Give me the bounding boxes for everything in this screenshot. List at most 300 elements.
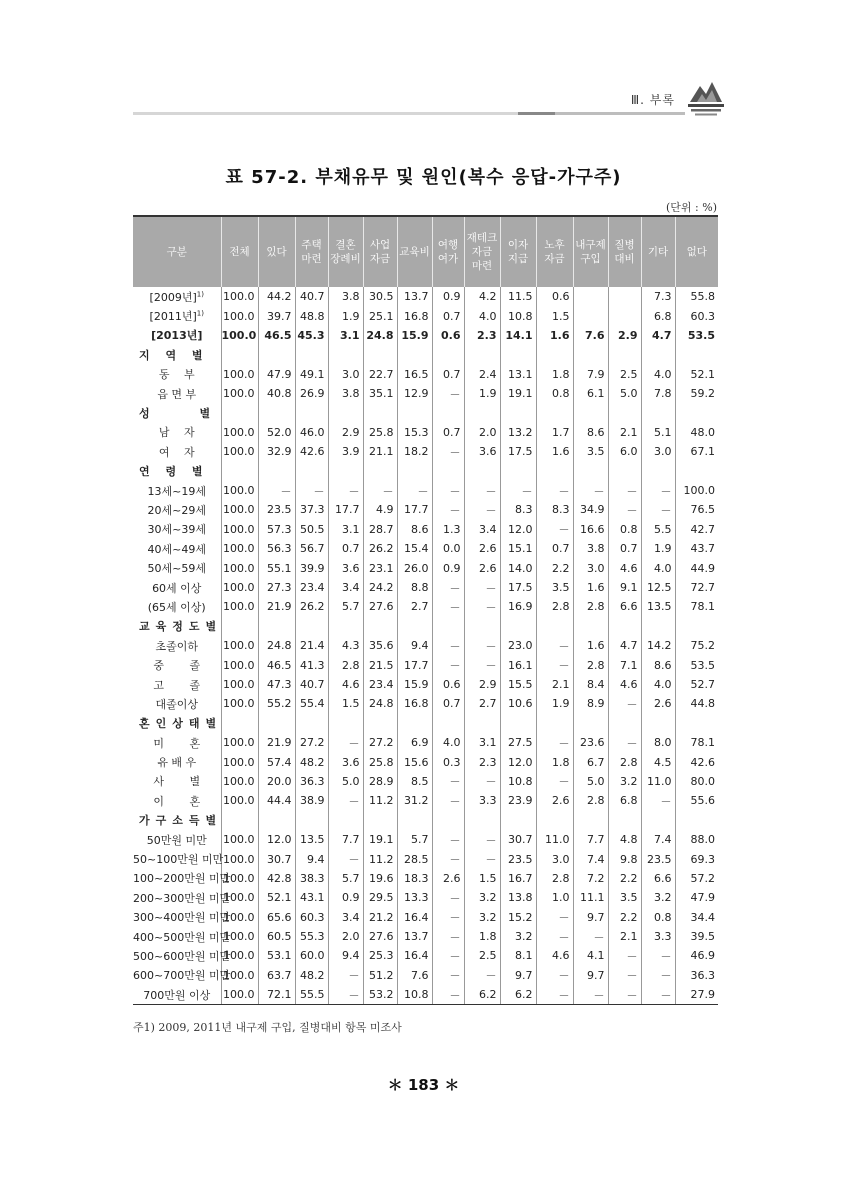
- cell-c6: 31.2: [397, 791, 432, 810]
- cell-c7: －: [432, 442, 464, 461]
- cell-c8: 3.2: [464, 888, 500, 907]
- row-label: 미 혼: [153, 736, 201, 750]
- cell-c3: 55.5: [295, 985, 328, 1005]
- cell-c14: 48.0: [675, 423, 718, 442]
- cell-c9: 27.5: [500, 733, 536, 752]
- unit-label: (단위 : %): [666, 201, 717, 214]
- cell-c6: 13.3: [397, 888, 432, 907]
- cell-c13: 3.0: [641, 442, 675, 461]
- cell-c10: 0.7: [536, 539, 573, 558]
- cell-c11: 7.4: [573, 849, 608, 868]
- cell-c12: 2.9: [608, 326, 641, 345]
- cell-c4: －: [328, 966, 363, 985]
- empty-cell: [608, 345, 641, 364]
- empty-cell: [608, 811, 641, 830]
- cell-c1: 100.0: [221, 423, 258, 442]
- empty-cell: [500, 811, 536, 830]
- cell-c2: 21.9: [258, 597, 295, 616]
- table-row: [133, 287, 718, 306]
- cell-c12: 3.5: [608, 888, 641, 907]
- cell-c12: 4.6: [608, 675, 641, 694]
- empty-cell: [328, 617, 363, 636]
- cell-c14: 39.5: [675, 927, 718, 946]
- cell-c2: 46.5: [258, 326, 295, 345]
- cell-c5: 21.2: [363, 908, 397, 927]
- cell-c7: －: [432, 830, 464, 849]
- cell-c3: 23.4: [295, 578, 328, 597]
- cell-c1: 100.0: [221, 675, 258, 694]
- empty-cell: [675, 617, 718, 636]
- empty-cell: [221, 617, 258, 636]
- cell-c3: 38.9: [295, 791, 328, 810]
- cell-c9: 6.2: [500, 985, 536, 1005]
- cell-c11: 9.7: [573, 966, 608, 985]
- cell-c2: 65.6: [258, 908, 295, 927]
- cell-c8: －: [464, 966, 500, 985]
- cell-c12: 4.6: [608, 558, 641, 577]
- cell-c14: 80.0: [675, 772, 718, 791]
- row-label: 100~200만원 미만: [133, 872, 231, 886]
- cell-c5: 25.8: [363, 752, 397, 771]
- cell-c1: 100.0: [221, 520, 258, 539]
- cell-c2: 27.3: [258, 578, 295, 597]
- cell-c14: 55.6: [675, 791, 718, 810]
- empty-cell: [500, 345, 536, 364]
- cell-c11: 7.6: [573, 326, 608, 345]
- cell-c13: 5.5: [641, 520, 675, 539]
- cell-c6: 9.4: [397, 636, 432, 655]
- cell-c9: 9.7: [500, 966, 536, 985]
- empty-cell: [500, 714, 536, 733]
- cell-c2: 24.8: [258, 636, 295, 655]
- column-header-c14: 없다: [675, 216, 718, 287]
- empty-cell: [295, 714, 328, 733]
- cell-c1: 100.0: [221, 830, 258, 849]
- cell-c14: 44.8: [675, 694, 718, 713]
- cell-c2: 47.9: [258, 365, 295, 384]
- cell-c9: 16.1: [500, 655, 536, 674]
- empty-cell: [258, 714, 295, 733]
- cell-c10: 1.0: [536, 888, 573, 907]
- section-row: [133, 617, 718, 636]
- cell-c6: 7.6: [397, 966, 432, 985]
- empty-cell: [363, 811, 397, 830]
- empty-cell: [536, 714, 573, 733]
- cell-c4: 5.0: [328, 772, 363, 791]
- table-row: [133, 927, 718, 946]
- cell-c3: 40.7: [295, 287, 328, 306]
- cell-c11: 1.6: [573, 636, 608, 655]
- cell-c6: 18.2: [397, 442, 432, 461]
- cell-c10: 2.8: [536, 597, 573, 616]
- cell-c11: 8.4: [573, 675, 608, 694]
- cell-c10: 0.8: [536, 384, 573, 403]
- empty-cell: [675, 345, 718, 364]
- cell-c2: 21.9: [258, 733, 295, 752]
- cell-c3: 48.8: [295, 306, 328, 325]
- cell-c3: 40.7: [295, 675, 328, 694]
- empty-cell: [573, 462, 608, 481]
- cell-c5: 23.1: [363, 558, 397, 577]
- cell-c2: 12.0: [258, 830, 295, 849]
- cell-c2: 20.0: [258, 772, 295, 791]
- empty-cell: [258, 811, 295, 830]
- row-label: 300~400만원 미만: [133, 911, 231, 925]
- cell-c10: 8.3: [536, 500, 573, 519]
- cell-c14: 53.5: [675, 655, 718, 674]
- cell-c13: －: [641, 500, 675, 519]
- cell-c8: 4.2: [464, 287, 500, 306]
- empty-cell: [397, 462, 432, 481]
- cell-c10: 2.1: [536, 675, 573, 694]
- cell-c9: 15.2: [500, 908, 536, 927]
- cell-c10: 1.6: [536, 442, 573, 461]
- cell-c8: 2.6: [464, 558, 500, 577]
- cell-c4: 7.7: [328, 830, 363, 849]
- cell-c9: 23.5: [500, 849, 536, 868]
- column-header-c2: 있다: [258, 216, 295, 287]
- empty-cell: [363, 403, 397, 422]
- header-rule-right: [555, 112, 685, 115]
- mountain-wave-logo-icon: [688, 80, 724, 120]
- cell-c9: 23.9: [500, 791, 536, 810]
- section-label: 성 별: [139, 407, 217, 421]
- column-header-c7: 여행 여가: [432, 216, 464, 287]
- row-label: 50세~59세: [147, 562, 206, 576]
- cell-c4: 3.4: [328, 578, 363, 597]
- row-label: 700만원 이상: [133, 985, 221, 1005]
- cell-c7: －: [432, 849, 464, 868]
- empty-cell: [608, 403, 641, 422]
- cell-c10: 3.5: [536, 578, 573, 597]
- empty-cell: [397, 403, 432, 422]
- cell-c6: 8.6: [397, 520, 432, 539]
- cell-c3: 39.9: [295, 558, 328, 577]
- cell-c10: －: [536, 636, 573, 655]
- cell-c12: 6.8: [608, 791, 641, 810]
- cell-c10: －: [536, 772, 573, 791]
- cell-c8: －: [464, 772, 500, 791]
- cell-c5: 27.2: [363, 733, 397, 752]
- cell-c3: 60.0: [295, 946, 328, 965]
- cell-c2: 39.7: [258, 306, 295, 325]
- table-row: [133, 423, 718, 442]
- table-row: [133, 636, 718, 655]
- cell-c7: －: [432, 946, 464, 965]
- cell-c12: 2.5: [608, 365, 641, 384]
- cell-c6: 17.7: [397, 655, 432, 674]
- cell-c6: 13.7: [397, 287, 432, 306]
- cell-c3: 43.1: [295, 888, 328, 907]
- table-row: [133, 966, 718, 985]
- cell-c4: 2.8: [328, 655, 363, 674]
- column-header-c1: 전체: [221, 216, 258, 287]
- cell-c5: 28.7: [363, 520, 397, 539]
- cell-c12: 5.0: [608, 384, 641, 403]
- cell-c7: －: [432, 966, 464, 985]
- cell-c11: 5.0: [573, 772, 608, 791]
- cell-c10: 4.6: [536, 946, 573, 965]
- cell-c12: [608, 287, 641, 306]
- empty-cell: [641, 345, 675, 364]
- cell-c1: 100.0: [221, 985, 258, 1005]
- row-label: [2013년]: [151, 329, 203, 343]
- table-row: [133, 655, 718, 674]
- cell-c12: 4.7: [608, 636, 641, 655]
- cell-c11: －: [573, 927, 608, 946]
- empty-cell: [328, 345, 363, 364]
- table-row: [133, 830, 718, 849]
- empty-cell: [675, 462, 718, 481]
- cell-c11: [573, 287, 608, 306]
- cell-c5: 19.1: [363, 830, 397, 849]
- cell-c9: 12.0: [500, 520, 536, 539]
- cell-c9: 12.0: [500, 752, 536, 771]
- column-header-c10: 노후 자금: [536, 216, 573, 287]
- cell-c6: 15.4: [397, 539, 432, 558]
- cell-c11: 2.8: [573, 597, 608, 616]
- cell-c4: 5.7: [328, 869, 363, 888]
- empty-cell: [536, 811, 573, 830]
- cell-c14: 34.4: [675, 908, 718, 927]
- cell-c9: 16.9: [500, 597, 536, 616]
- cell-c6: 28.5: [397, 849, 432, 868]
- cell-c13: 4.7: [641, 326, 675, 345]
- cell-c10: －: [536, 520, 573, 539]
- cell-c1: 100.0: [221, 442, 258, 461]
- table-row: [133, 558, 718, 577]
- cell-c9: 8.3: [500, 500, 536, 519]
- cell-c8: －: [464, 849, 500, 868]
- cell-c14: 75.2: [675, 636, 718, 655]
- cell-c5: 23.4: [363, 675, 397, 694]
- empty-cell: [221, 462, 258, 481]
- cell-c9: 11.5: [500, 287, 536, 306]
- cell-c8: 1.8: [464, 927, 500, 946]
- cell-c12: 9.1: [608, 578, 641, 597]
- cell-c7: 0.3: [432, 752, 464, 771]
- cell-c12: 2.1: [608, 423, 641, 442]
- row-label: 사 별: [153, 775, 201, 789]
- empty-cell: [573, 345, 608, 364]
- cell-c10: －: [536, 481, 573, 500]
- cell-c7: 0.6: [432, 326, 464, 345]
- cell-c4: 5.7: [328, 597, 363, 616]
- cell-c6: 15.6: [397, 752, 432, 771]
- empty-cell: [641, 714, 675, 733]
- cell-c10: 1.8: [536, 365, 573, 384]
- page-number: ＊ 183 ＊: [387, 1076, 460, 1094]
- empty-cell: [573, 617, 608, 636]
- row-label: 이 혼: [153, 794, 201, 808]
- cell-c9: 8.1: [500, 946, 536, 965]
- empty-cell: [328, 462, 363, 481]
- cell-c6: 10.8: [397, 985, 432, 1005]
- cell-c6: 13.7: [397, 927, 432, 946]
- cell-c1: 100.0: [221, 597, 258, 616]
- empty-cell: [397, 811, 432, 830]
- empty-cell: [464, 403, 500, 422]
- section-label: 지 역 별: [139, 348, 209, 362]
- cell-c4: 3.1: [328, 326, 363, 345]
- cell-c2: 47.3: [258, 675, 295, 694]
- cell-c14: 57.2: [675, 869, 718, 888]
- column-header-c6: 교육비: [397, 216, 432, 287]
- cell-c6: 18.3: [397, 869, 432, 888]
- empty-cell: [363, 714, 397, 733]
- cell-c7: －: [432, 481, 464, 500]
- cell-c4: －: [328, 481, 363, 500]
- table-row: [133, 908, 718, 927]
- empty-cell: [295, 403, 328, 422]
- empty-cell: [500, 462, 536, 481]
- cell-c6: 16.8: [397, 694, 432, 713]
- cell-c2: 42.8: [258, 869, 295, 888]
- cell-c11: 16.6: [573, 520, 608, 539]
- cell-c8: 2.4: [464, 365, 500, 384]
- cell-c4: 17.7: [328, 500, 363, 519]
- cell-c14: 88.0: [675, 830, 718, 849]
- cell-c7: －: [432, 655, 464, 674]
- cell-c13: 0.8: [641, 908, 675, 927]
- cell-c11: 7.9: [573, 365, 608, 384]
- cell-c12: －: [608, 481, 641, 500]
- empty-cell: [641, 403, 675, 422]
- cell-c4: 3.8: [328, 384, 363, 403]
- row-label: [2009년]$^{1)}$: [149, 290, 204, 304]
- cell-c7: －: [432, 384, 464, 403]
- cell-c13: 11.0: [641, 772, 675, 791]
- cell-c13: 4.0: [641, 558, 675, 577]
- table-row: [133, 306, 718, 325]
- cell-c2: 52.1: [258, 888, 295, 907]
- table-row: [133, 733, 718, 752]
- empty-cell: [432, 462, 464, 481]
- cell-c14: 27.9: [675, 985, 718, 1005]
- cell-c1: 100.0: [221, 481, 258, 500]
- empty-cell: [500, 403, 536, 422]
- cell-c10: 1.5: [536, 306, 573, 325]
- empty-cell: [221, 811, 258, 830]
- cell-c1: 100.0: [221, 849, 258, 868]
- cell-c9: 15.5: [500, 675, 536, 694]
- section-row: [133, 714, 718, 733]
- row-label: 동 부: [158, 368, 195, 382]
- cell-c3: 55.4: [295, 694, 328, 713]
- cell-c9: 10.8: [500, 306, 536, 325]
- cell-c10: 1.6: [536, 326, 573, 345]
- cell-c2: 53.1: [258, 946, 295, 965]
- empty-cell: [641, 811, 675, 830]
- table-row: [133, 365, 718, 384]
- cell-c13: －: [641, 966, 675, 985]
- cell-c13: 3.3: [641, 927, 675, 946]
- empty-cell: [328, 403, 363, 422]
- cell-c8: 4.0: [464, 306, 500, 325]
- cell-c13: 6.6: [641, 869, 675, 888]
- cell-c12: 3.2: [608, 772, 641, 791]
- cell-c8: 3.2: [464, 908, 500, 927]
- empty-cell: [608, 714, 641, 733]
- cell-c12: －: [608, 500, 641, 519]
- empty-cell: [573, 403, 608, 422]
- empty-cell: [464, 462, 500, 481]
- cell-c3: 56.7: [295, 539, 328, 558]
- empty-cell: [258, 617, 295, 636]
- cell-c11: 8.6: [573, 423, 608, 442]
- cell-c4: 2.9: [328, 423, 363, 442]
- table-row: [133, 694, 718, 713]
- cell-c11: －: [573, 985, 608, 1005]
- empty-cell: [295, 617, 328, 636]
- cell-c3: 21.4: [295, 636, 328, 655]
- row-label: 20세~29세: [147, 503, 206, 517]
- cell-c7: 1.3: [432, 520, 464, 539]
- cell-c3: 13.5: [295, 830, 328, 849]
- section-row: [133, 462, 718, 481]
- empty-cell: [536, 345, 573, 364]
- cell-c13: －: [641, 791, 675, 810]
- cell-c8: 2.3: [464, 326, 500, 345]
- cell-c7: 0.7: [432, 365, 464, 384]
- cell-c3: 41.3: [295, 655, 328, 674]
- cell-c1: 100.0: [221, 927, 258, 946]
- cell-c6: 5.7: [397, 830, 432, 849]
- cell-c13: 7.3: [641, 287, 675, 306]
- cell-c1: 100.0: [221, 655, 258, 674]
- header-rule-mid: [518, 112, 555, 115]
- table-row: [133, 500, 718, 519]
- cell-c13: 4.5: [641, 752, 675, 771]
- cell-c11: 6.1: [573, 384, 608, 403]
- cell-c5: 29.5: [363, 888, 397, 907]
- cell-c3: 46.0: [295, 423, 328, 442]
- cell-c6: 6.9: [397, 733, 432, 752]
- cell-c8: 6.2: [464, 985, 500, 1005]
- cell-c12: 9.8: [608, 849, 641, 868]
- cell-c2: 72.1: [258, 985, 295, 1005]
- cell-c1: 100.0: [221, 694, 258, 713]
- empty-cell: [221, 403, 258, 422]
- empty-cell: [536, 617, 573, 636]
- cell-c5: 11.2: [363, 791, 397, 810]
- cell-c12: －: [608, 946, 641, 965]
- cell-c5: 53.2: [363, 985, 397, 1005]
- cell-c4: 3.8: [328, 287, 363, 306]
- cell-c1: 100.0: [221, 578, 258, 597]
- table-row: [133, 481, 718, 500]
- empty-cell: [397, 345, 432, 364]
- cell-c11: 34.9: [573, 500, 608, 519]
- cell-c7: －: [432, 888, 464, 907]
- empty-cell: [675, 403, 718, 422]
- cell-c13: 13.5: [641, 597, 675, 616]
- empty-cell: [573, 714, 608, 733]
- empty-cell: [432, 811, 464, 830]
- cell-c14: 44.9: [675, 558, 718, 577]
- cell-c7: －: [432, 791, 464, 810]
- cell-c6: 15.3: [397, 423, 432, 442]
- table-row: [133, 675, 718, 694]
- cell-c6: 2.7: [397, 597, 432, 616]
- row-label: 남 자: [158, 426, 195, 440]
- table-row: [133, 597, 718, 616]
- section-row: [133, 345, 718, 364]
- cell-c11: 23.6: [573, 733, 608, 752]
- cell-c3: 26.9: [295, 384, 328, 403]
- cell-c14: 59.2: [675, 384, 718, 403]
- row-label: 50만원 미만: [146, 833, 207, 847]
